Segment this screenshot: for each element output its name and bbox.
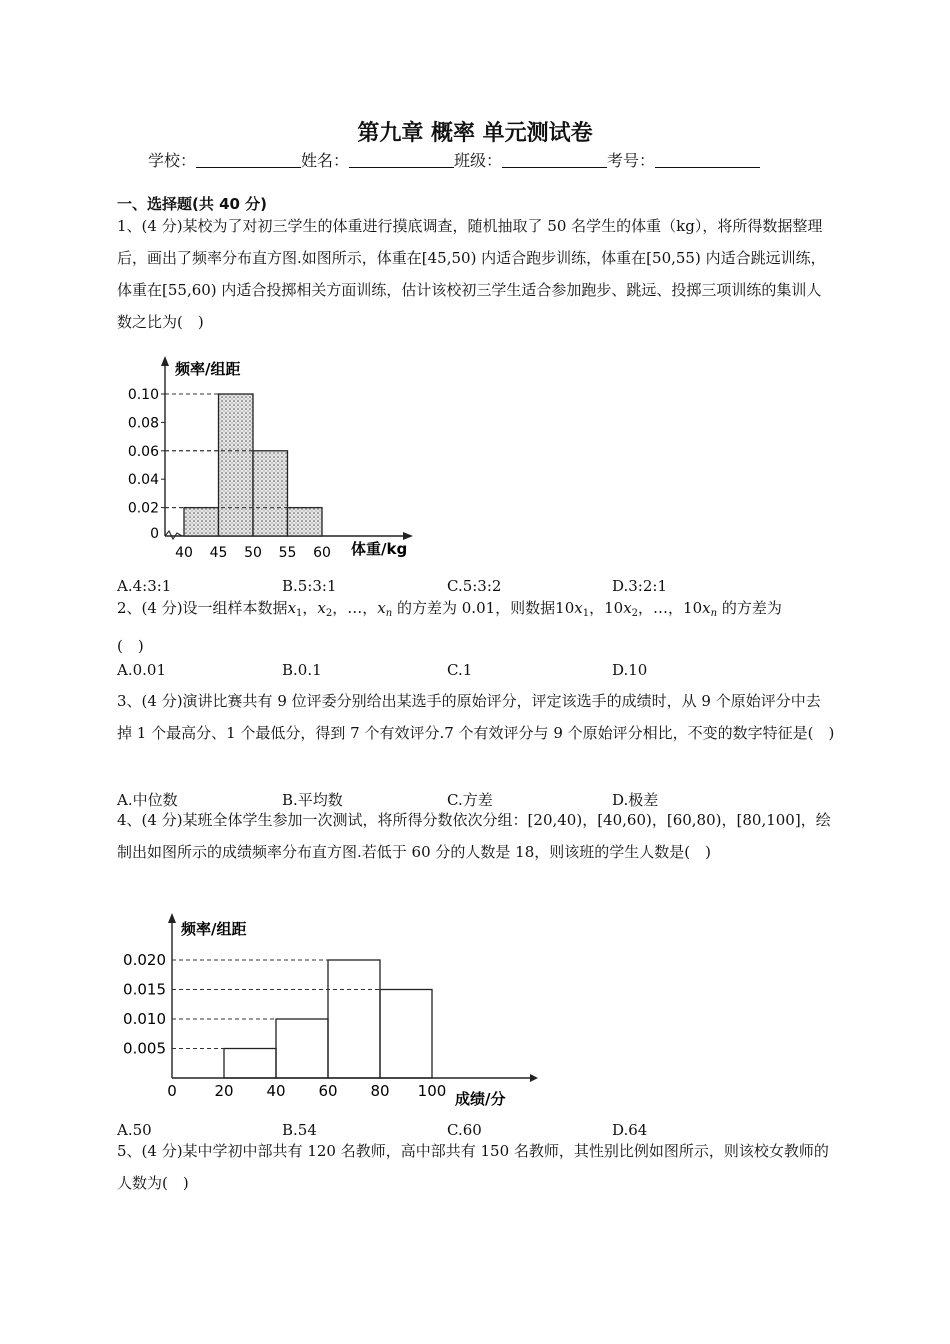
q2-option-c[interactable]: C.1 [447, 661, 473, 679]
x-tick-label: 60 [318, 1082, 338, 1100]
x-tick-label: 50 [244, 545, 262, 561]
y-tick-label: 0.04 [127, 472, 159, 489]
q2-suffix: 的方差为 [721, 599, 782, 617]
x-tick-label: 40 [266, 1082, 286, 1100]
y-axis-arrow [168, 913, 176, 923]
q3-option-c[interactable]: C.方差 [447, 791, 493, 809]
x-tick-label: 40 [175, 545, 193, 561]
q3-option-a[interactable]: A.中位数 [117, 791, 178, 809]
y-tick-label: 0 [150, 526, 159, 542]
question-4-text: 4、(4 分)某班全体学生参加一次测试，将所得分数依次分组：[20,40)，[40,60)，[60,80)，[80,100]，绘制出如图所示的成绩频率分布直方图.若低于 60 分的人数是 18，则该班的学生人数是( ) [117, 811, 831, 861]
name-blank[interactable] [349, 153, 454, 168]
class-blank[interactable] [502, 153, 607, 168]
histogram-bar [328, 960, 380, 1078]
y-tick-label: 0.08 [127, 415, 159, 432]
histogram-bar [276, 1019, 328, 1078]
q2-option-d[interactable]: D.10 [612, 661, 648, 679]
y-tick-label: 0.020 [123, 951, 166, 969]
school-label: 学校： [148, 151, 197, 170]
x-tick-label: 100 [417, 1082, 447, 1100]
y-axis-label: 频率/组距 [181, 920, 247, 938]
exam-no-label: 考号： [607, 151, 656, 170]
x-tick-label: 55 [278, 545, 297, 561]
q2-option-a[interactable]: A.0.01 [117, 661, 166, 679]
histogram-bar [288, 508, 323, 536]
exam-no-blank[interactable] [655, 153, 760, 168]
x-tick-label: 45 [209, 545, 228, 561]
histogram-bar [219, 394, 254, 536]
q2-prefix: 2、(4 分)设一组样本数据 [117, 599, 288, 617]
q1-option-c[interactable]: C.5:3:2 [447, 577, 502, 595]
y-tick-label: 0.10 [127, 387, 159, 403]
x-tick-label: 20 [214, 1082, 234, 1100]
axis-break [165, 531, 182, 539]
chart-weight-histogram [125, 352, 425, 562]
student-info-line [148, 148, 760, 171]
y-axis-label: 频率/组距 [175, 360, 241, 378]
q3-option-d[interactable]: D.极差 [612, 791, 659, 809]
question-3-text: 3、(4 分)演讲比赛共有 9 位评委分别给出某选手的原始评分，评定该选手的成绩时，从 9 个原始评分中去掉 1 个最高分、1 个最低分，得到 7 个有效评分.7 个有效评分与 9 个原始评分相比，不变的数字特征是( ) [117, 692, 835, 742]
q1-option-d[interactable]: D.3:2:1 [612, 577, 667, 595]
y-tick-label: 0.010 [123, 1010, 166, 1028]
x-axis-label: 成绩/分 [455, 1090, 506, 1108]
q3-option-b[interactable]: B.平均数 [282, 791, 343, 809]
q1-option-a[interactable]: A.4:3:1 [117, 577, 172, 595]
x-tick-label: 60 [313, 545, 331, 561]
q4-option-d[interactable]: D.64 [612, 1121, 648, 1139]
y-tick-label: 0.02 [127, 500, 159, 517]
x-axis-label: 体重/kg [351, 540, 408, 558]
x-tick-label: 80 [370, 1082, 390, 1100]
q2-option-b[interactable]: B.0.1 [282, 661, 322, 679]
y-axis-arrow [161, 356, 169, 366]
histogram-bar [224, 1049, 276, 1079]
class-label: 班级： [454, 151, 503, 170]
y-tick-label: 0.06 [127, 443, 159, 460]
q2-mid: 的方差为 0.01，则数据 [396, 599, 556, 617]
question-5-text: 5、(4 分)某中学初中部共有 120 名教师，高中部共有 150 名教师，其性别比例如图所示，则该校女教师的人数为( ) [117, 1142, 829, 1192]
x-tick-label: 0 [167, 1082, 177, 1100]
histogram-bar [253, 451, 288, 536]
question-1-text: 1、(4 分)某校为了对初三学生的体重进行摸底调查，随机抽取了 50 名学生的体重（kg），将所得数据整理后，画出了频率分布直方图.如图所示，体重在[45,50) 内适合跑步训练，体重在[50,55) 内适合跳远训练，体重在[55,60) 内适合投掷相关方面训练，估计该校初三学生适合参加跑步、跳远、投掷三项训练的集训人数之比为( ) [117, 217, 826, 331]
q4-option-c[interactable]: C.60 [447, 1121, 482, 1139]
chart-score-histogram [115, 908, 555, 1113]
histogram-bar [380, 990, 432, 1079]
school-blank[interactable] [196, 153, 301, 168]
question-2-text: 2、(4 分)设一组样本数据$x_1$，$x_2$，…，$x_n$ 的方差为 0.01，则数据$10x_1$，$10x_2$，…，$10x_n$ 的方差为 ( ) [117, 599, 782, 655]
histogram-bar [184, 508, 219, 536]
x-axis-arrow [403, 532, 413, 540]
x-axis-arrow [530, 1074, 538, 1082]
section-heading: 一、选择题(共 40 分) [117, 195, 268, 213]
q4-option-b[interactable]: B.54 [282, 1121, 317, 1139]
q2-blank: ( ) [117, 637, 144, 655]
name-label: 姓名： [301, 151, 350, 170]
y-tick-label: 0.005 [123, 1039, 166, 1058]
page-title: 第九章 概率 单元测试卷 [357, 121, 593, 146]
q1-option-b[interactable]: B.5:3:1 [282, 577, 337, 595]
q4-option-a[interactable]: A.50 [117, 1121, 152, 1139]
y-tick-label: 0.015 [123, 980, 166, 999]
